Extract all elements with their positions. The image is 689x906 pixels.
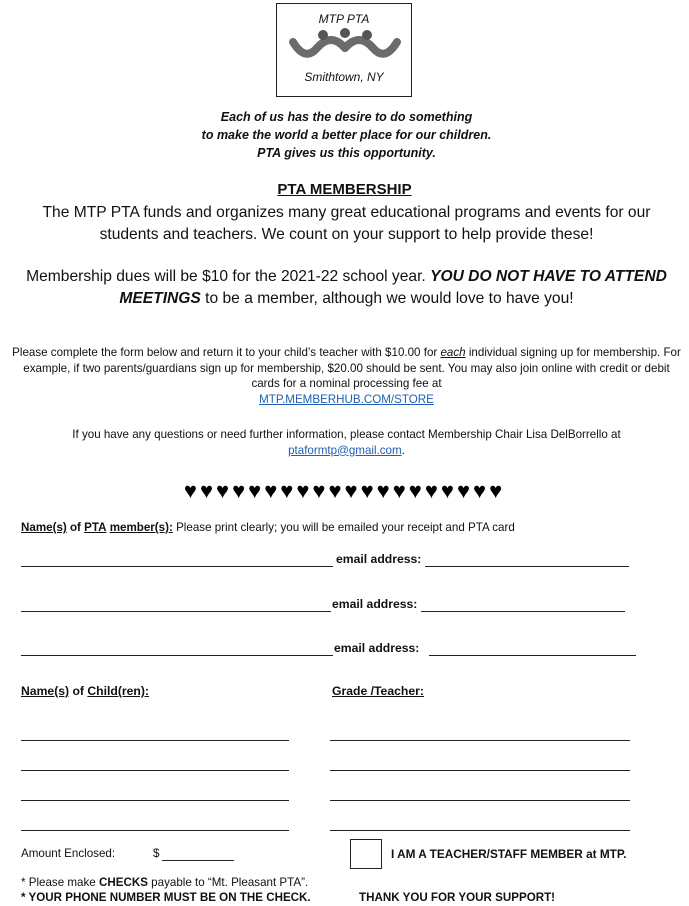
- members-label-note: Please print clearly; you will be emailed your receipt and PTA card: [172, 521, 515, 534]
- members-label-of: of: [66, 521, 85, 534]
- phone-note: * YOUR PHONE NUMBER MUST BE ON THE CHECK.: [21, 891, 311, 904]
- motto-line: PTA gives us this opportunity.: [257, 146, 436, 160]
- child-name-field-3[interactable]: [21, 800, 289, 801]
- questions-paragraph: [12, 427, 681, 458]
- children-label-children: Child(ren):: [87, 684, 149, 698]
- child-grade-field-1[interactable]: [330, 740, 630, 741]
- teacher-staff-label: I AM A TEACHER/STAFF MEMBER at MTP.: [391, 847, 627, 861]
- member-name-field-3[interactable]: [21, 655, 333, 656]
- pta-logo: [276, 3, 412, 97]
- logo-location: Smithtown, NY: [304, 70, 384, 84]
- children-label: [21, 684, 149, 698]
- member-name-field-1[interactable]: [21, 566, 333, 567]
- page-title: PTA MEMBERSHIP: [277, 181, 412, 198]
- child-grade-field-3[interactable]: [330, 800, 630, 801]
- instructions-each: each: [440, 346, 466, 359]
- members-label-members: member(s):: [109, 521, 173, 534]
- teacher-staff-checkbox[interactable]: [350, 839, 382, 869]
- child-grade-field-2[interactable]: [330, 770, 630, 771]
- member-email-field-3[interactable]: [429, 655, 636, 656]
- contact-email-link[interactable]: ptaformtp@gmail.com: [288, 443, 402, 457]
- dues-text-end: to be a member, although we would love to have you!: [200, 290, 574, 307]
- child-name-field-4[interactable]: [21, 830, 289, 831]
- logo-title: MTP PTA: [318, 12, 370, 26]
- child-name-field-2[interactable]: [21, 770, 289, 771]
- dues-text: Membership dues will be $10 for the 2021-22 school year.: [26, 268, 431, 285]
- child-grade-field-4[interactable]: [330, 830, 630, 831]
- children-label-of: of: [69, 684, 88, 698]
- instructions-text-2: individual signing up for membership. For example, if two parents/guardians sign up for membership, $20.00 should be sent. You may also join online with credit or debit cards for a nominal processing fee at: [23, 346, 681, 390]
- email-label-1: email address:: [336, 552, 422, 566]
- member-name-field-2[interactable]: [21, 611, 331, 612]
- email-label-2: email address:: [332, 597, 418, 611]
- questions-text: If you have any questions or need further information, please contact Membership Chair Lisa DelBorrello at: [72, 428, 621, 441]
- checks-note: [21, 876, 308, 889]
- grade-teacher-label: Grade /Teacher:: [332, 684, 424, 698]
- children-label-names: Name(s): [21, 684, 70, 698]
- thank-you-note: THANK YOU FOR YOUR SUPPORT!: [359, 891, 556, 904]
- checks-note-bold: CHECKS: [98, 876, 148, 889]
- motto: [0, 108, 689, 162]
- members-label-names: Name(s): [21, 521, 67, 534]
- checks-note-suffix: payable to “Mt. Pleasant PTA”.: [147, 876, 309, 889]
- dues-paragraph: [18, 266, 675, 310]
- instructions-text: Please complete the form below and return it to your child’s teacher with $10.00 for: [12, 346, 441, 359]
- member-email-field-2[interactable]: [421, 611, 625, 612]
- child-name-field-1[interactable]: [21, 740, 289, 741]
- checks-note-prefix: * Please make: [21, 876, 99, 889]
- instructions-paragraph: [12, 345, 681, 407]
- members-label-pta: PTA: [84, 521, 107, 534]
- dues-emphasis: YOU DO NOT HAVE TO ATTEND MEETINGS: [119, 268, 667, 307]
- member-email-field-1[interactable]: [425, 566, 629, 567]
- motto-line: Each of us has the desire to do something: [220, 110, 473, 124]
- amount-enclosed-label: Amount Enclosed:: [21, 847, 116, 860]
- email-label-3: email address:: [334, 641, 420, 655]
- questions-period: .: [401, 443, 405, 457]
- intro-paragraph: The MTP PTA funds and organizes many great educational programs and events for our students and teachers. We count on your support to help provide these!: [42, 204, 651, 243]
- people-logo-icon: [287, 28, 403, 66]
- amount-field[interactable]: [162, 860, 234, 861]
- members-label: [21, 521, 515, 534]
- currency-symbol: $: [153, 847, 160, 860]
- memberhub-link[interactable]: MTP.MEMBERHUB.COM/STORE: [259, 392, 434, 406]
- motto-line: to make the world a better place for our children.: [201, 128, 492, 142]
- hearts-divider: ♥♥♥♥♥♥♥♥♥♥♥♥♥♥♥♥♥♥♥♥: [183, 478, 506, 503]
